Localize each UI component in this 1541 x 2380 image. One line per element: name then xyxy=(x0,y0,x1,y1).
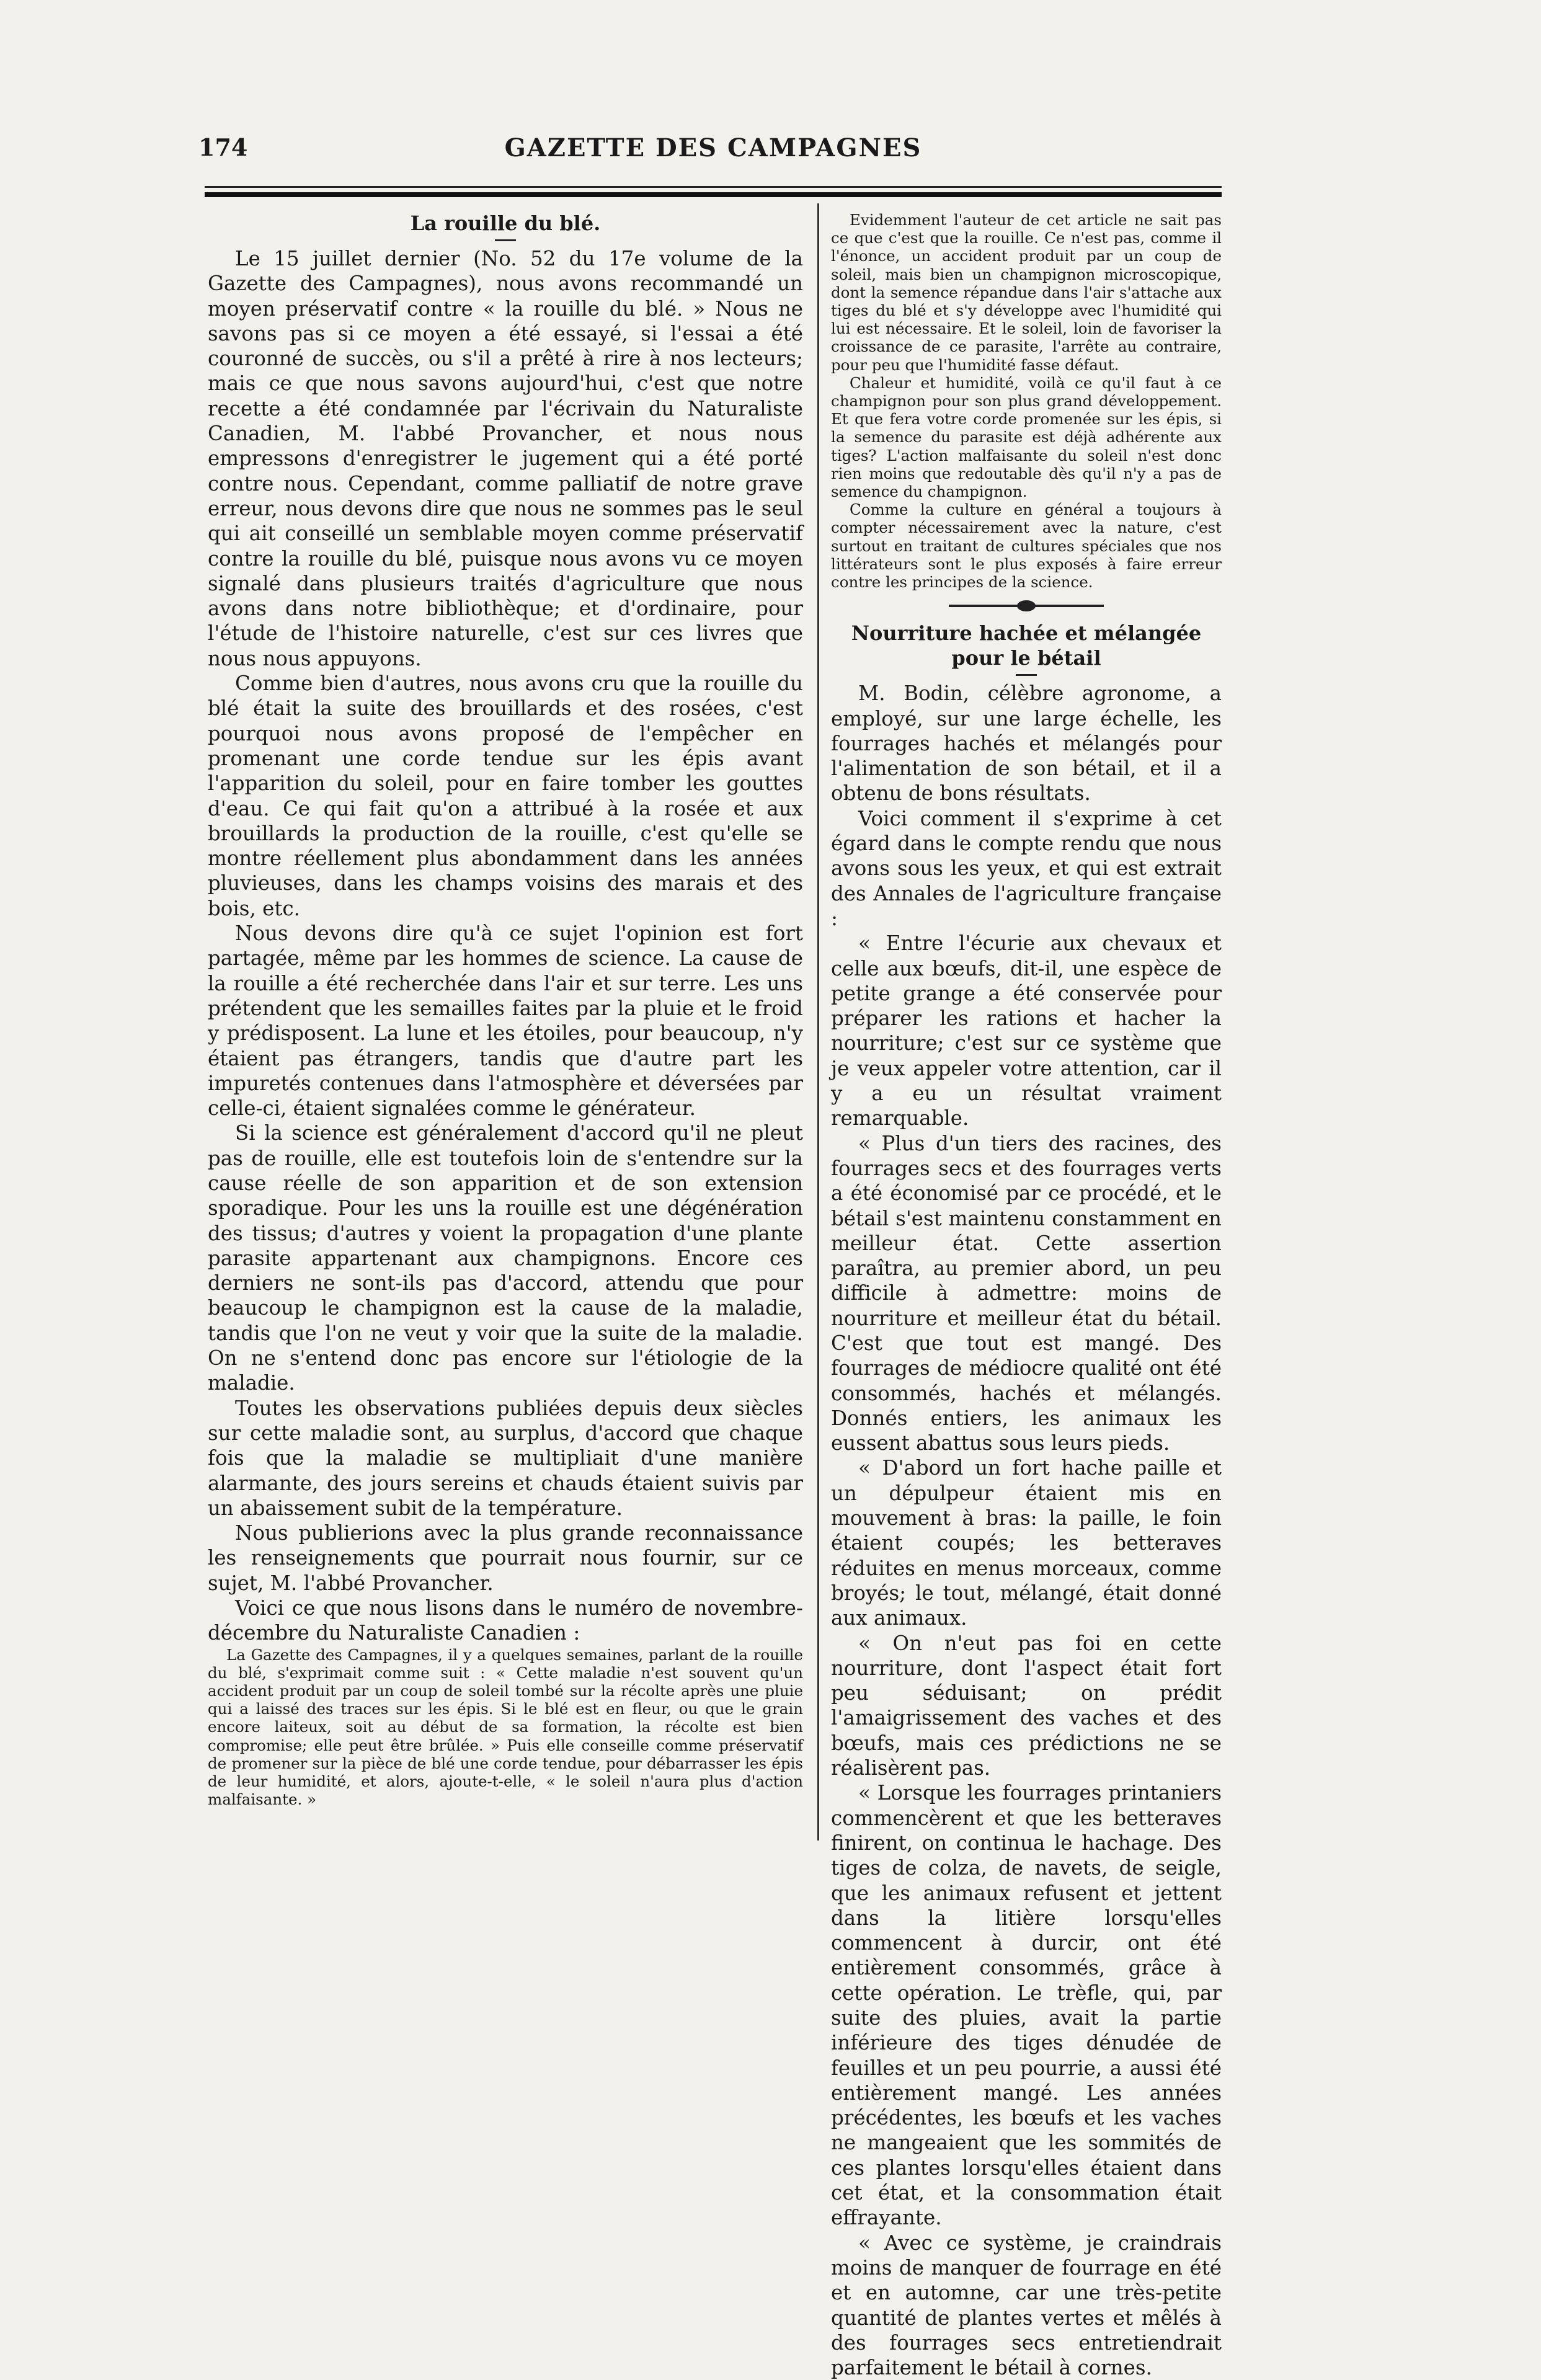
article-paragraph: Nous publierions avec la plus grande reconnaissance les renseignements que pourrait nous fournir, sur ce sujet, M. l'abbé Provancher. xyxy=(208,1521,803,1595)
article-paragraph: « Entre l'écurie aux chevaux et celle aux bœufs, dit-il, une espèce de petite grange a été conservée pour préparer les rations et hacher la nourriture; c'est sur ce système que je veux appeler votre attention, car il y a eu un résultat vraiment remarquable. xyxy=(831,931,1222,1130)
article-paragraph: Comme bien d'autres, nous avons cru que la rouille du blé était la suite des brouillards et des rosées, c'est pourquoi nous avons proposé de l'empêcher en promenant une corde tendue sur les épis avant l'apparition du soleil, pour en faire tomber les gouttes d'eau. Ce qui fait qu'on a attribué à la rosée et aux brouillards la production de la rouille, c'est qu'elle se montre réellement plus abondamment dans les années pluvieuses, dans les champs voisins des marais et des bois, etc. xyxy=(208,672,803,920)
right-column xyxy=(831,211,1222,2380)
article-paragraph: Si la science est généralement d'accord qu'il ne pleut pas de rouille, elle est toutefois loin de s'entendre sur la cause réelle de son apparition et de son extension sporadique. Pour les uns la rouille est une dégénération des tissus; d'autres y voient la propagation d'une plante parasite appartenant aux champignons. Encore ces derniers ne sont-ils pas d'accord, attendu que pour beaucoup le champignon est la cause de la maladie, tandis que l'on ne veut y voir que la suite de la maladie. On ne s'entend donc pas encore sur l'étiologie de la maladie. xyxy=(208,1121,803,1395)
title-separator xyxy=(495,239,516,241)
quote-paragraph: Chaleur et humidité, voilà ce qu'il faut à ce champignon pour son plus grand développement. Et que fera votre corde promenée sur les épis, si la semence du parasite est déjà adhérente aux tiges? L'action malfaisante du soleil n'est donc rien moins que redoutable dès qu'il n'y a pas de semence du champignon. xyxy=(831,373,1222,501)
page-header xyxy=(198,133,1228,171)
article-paragraph: « Plus d'un tiers des racines, des fourrages secs et des fourrages verts a été économisé par ce procédé, et le bétail s'est maintenu constamment en meilleur état. Cette assertion paraîtra, au premier abord, un peu difficile à admettre: moins de nourriture et meilleur état du bétail. C'est que tout est mangé. Des fourrages de médiocre qualité ont été consommés, hachés et mélangés. Donnés entiers, les animaux les eussent abattus sous leurs pieds. xyxy=(831,1131,1222,1455)
article-paragraph: M. Bodin, célèbre agronome, a employé, sur une large échelle, les fourrages hachés et mélangés pour l'alimentation de son bétail, et il a obtenu de bons résultats. xyxy=(831,682,1222,806)
title-separator xyxy=(1016,674,1037,676)
article-paragraph: « Lorsque les fourrages printaniers commencèrent et que les betteraves finirent, on continua le hachage. Des tiges de colza, de navets, de seigle, que les animaux refusent et jettent dans la litière lorsqu'elles commencent à durcir, ont été entièrement consommés, grâce à cette opération. Le trèfle, qui, par suite des pluies, avait la partie inférieure des tiges dénudée de feuilles et un peu pourrie, a aussi été entièrement mangé. Les années précédentes, les bœufs et les vaches ne mangeaient que les sommités de ces plantes lorsqu'elles étaient dans cet état, et la consommation était effrayante. xyxy=(831,1781,1222,2230)
article-paragraph: Toutes les observations publiées depuis deux siècles sur cette maladie sont, au surplus, d'accord que chaque fois que la maladie se multipliait d'une manière alarmante, des jours sereins et chauds étaient suivis par un abaissement subit de la température. xyxy=(208,1396,803,1520)
quote-paragraph: La Gazette des Campagnes, il y a quelques semaines, parlant de la rouille du blé, s'exprimait comme suit : « Cette maladie n'est souvent qu'un accident produit par un coup de soleil tombé sur la récolte après une pluie qui a laissé des traces sur les épis. Si le blé est en fleur, ou que le grain encore laiteux, soit au début de sa formation, la récolte est bien compromise; elle peut être brûlée. » Puis elle conseille comme préservatif de promener sur la pièce de blé une corde tendue, pour débarrasser les épis de leur humidité, et alors, ajoute-t-elle, « le soleil n'aura plus d'action malfaisante. » xyxy=(208,1645,803,1809)
article-title-rouille: La rouille du blé. xyxy=(410,211,601,235)
article-paragraph: Le 15 juillet dernier (No. 52 du 17e volume de la Gazette des Campagnes), nous avons recommandé un moyen préservatif contre « la rouille du blé. » Nous ne savons pas si ce moyen a été essayé, si l'essai a été couronné de succès, ou s'il a prêté à rire à nos lecteurs; mais ce que nous savons aujourd'hui, c'est que notre recette a été condamnée par l'écrivain du Naturaliste Canadien, M. l'abbé Provancher, et nous nous empressons d'enregistrer le jugement qui a été porté contre nous. Cependant, comme palliatif de notre grave erreur, nous devons dire que nous ne sommes pas le seul qui ait conseillé un semblable moyen comme préservatif contre la rouille du blé, puisque nous avons vu ce moyen signalé dans plusieurs traités d'agriculture que nous avons dans notre bibliothèque; et d'ordinaire, pour l'étude de l'histoire naturelle, c'est sur ces livres que nous nous appuyons. xyxy=(208,247,803,670)
article-paragraph: Voici ce que nous lisons dans le numéro de novembre-décembre du Naturaliste Canadien : xyxy=(208,1596,803,1645)
header-rule-thick xyxy=(205,192,1222,197)
article-title-nourriture: Nourriture hachée et mélangée pour le bétail xyxy=(851,621,1202,670)
ornamental-separator xyxy=(949,605,1104,607)
column-divider xyxy=(817,203,819,1841)
page-number: 174 xyxy=(198,133,248,161)
quoted-excerpt-continued xyxy=(831,211,1222,591)
article-paragraph: Voici comment il s'exprime à cet égard dans le compte rendu que nous avons sous les yeux, et qui est extrait des Annales de l'agriculture française : xyxy=(831,806,1222,930)
journal-title: GAZETTE DES CAMPAGNES xyxy=(504,133,922,162)
article-paragraph: « D'abord un fort hache paille et un dépulpeur étaient mis en mouvement à bras: la paille, le foin étaient coupés; les betteraves réduites en menus morceaux, comme broyés; le tout, mélangé, était donné aux animaux. xyxy=(831,1456,1222,1630)
quote-paragraph: Comme la culture en général a toujours à compter nécessairement avec la nature, c'est surtout en traitant de cultures spéciales que nos littérateurs sont le plus exposés à faire erreur contre les principes de la science. xyxy=(831,500,1222,592)
quoted-excerpt xyxy=(208,1646,803,1809)
header-rule-thin xyxy=(205,186,1222,188)
article-paragraph: « On n'eut pas foi en cette nourriture, dont l'aspect était fort peu séduisant; on prédit l'amaigrissement des vaches et des bœufs, mais ces prédictions ne se réalisèrent pas. xyxy=(831,1631,1222,1780)
quote-paragraph: Evidemment l'auteur de cet article ne sait pas ce que c'est que la rouille. Ce n'est pas, comme il l'énonce, un accident produit par un coup de soleil, mais bien un champignon microscopique, dont la semence répandue dans l'air s'attache aux tiges du blé et s'y développe avec l'humidité qui lui est nécessaire. Et le soleil, loin de favoriser la croissance de ce parasite, l'arrête au contraire, pour peu que l'humidité fasse défaut. xyxy=(831,211,1222,374)
article-paragraph: « Avec ce système, je craindrais moins de manquer de fourrage en été et en automne, car une très-petite quantité de plantes vertes et mêlés à des fourrages secs entretiendrait parfaitement le bétail à cornes. xyxy=(831,2231,1222,2380)
left-column xyxy=(208,211,803,1808)
article-paragraph: Nous devons dire qu'à ce sujet l'opinion est fort partagée, même par les hommes de science. La cause de la rouille a été recherchée dans l'air et sur terre. Les uns prétendent que les semailles faites par la pluie et le froid y prédisposent. La lune et les étoiles, pour beaucoup, n'y étaient pas étrangers, tandis que d'autre part les impuretés contenues dans l'atmosphère et déversées par celle-ci, étaient signalées comme le générateur. xyxy=(208,921,803,1121)
